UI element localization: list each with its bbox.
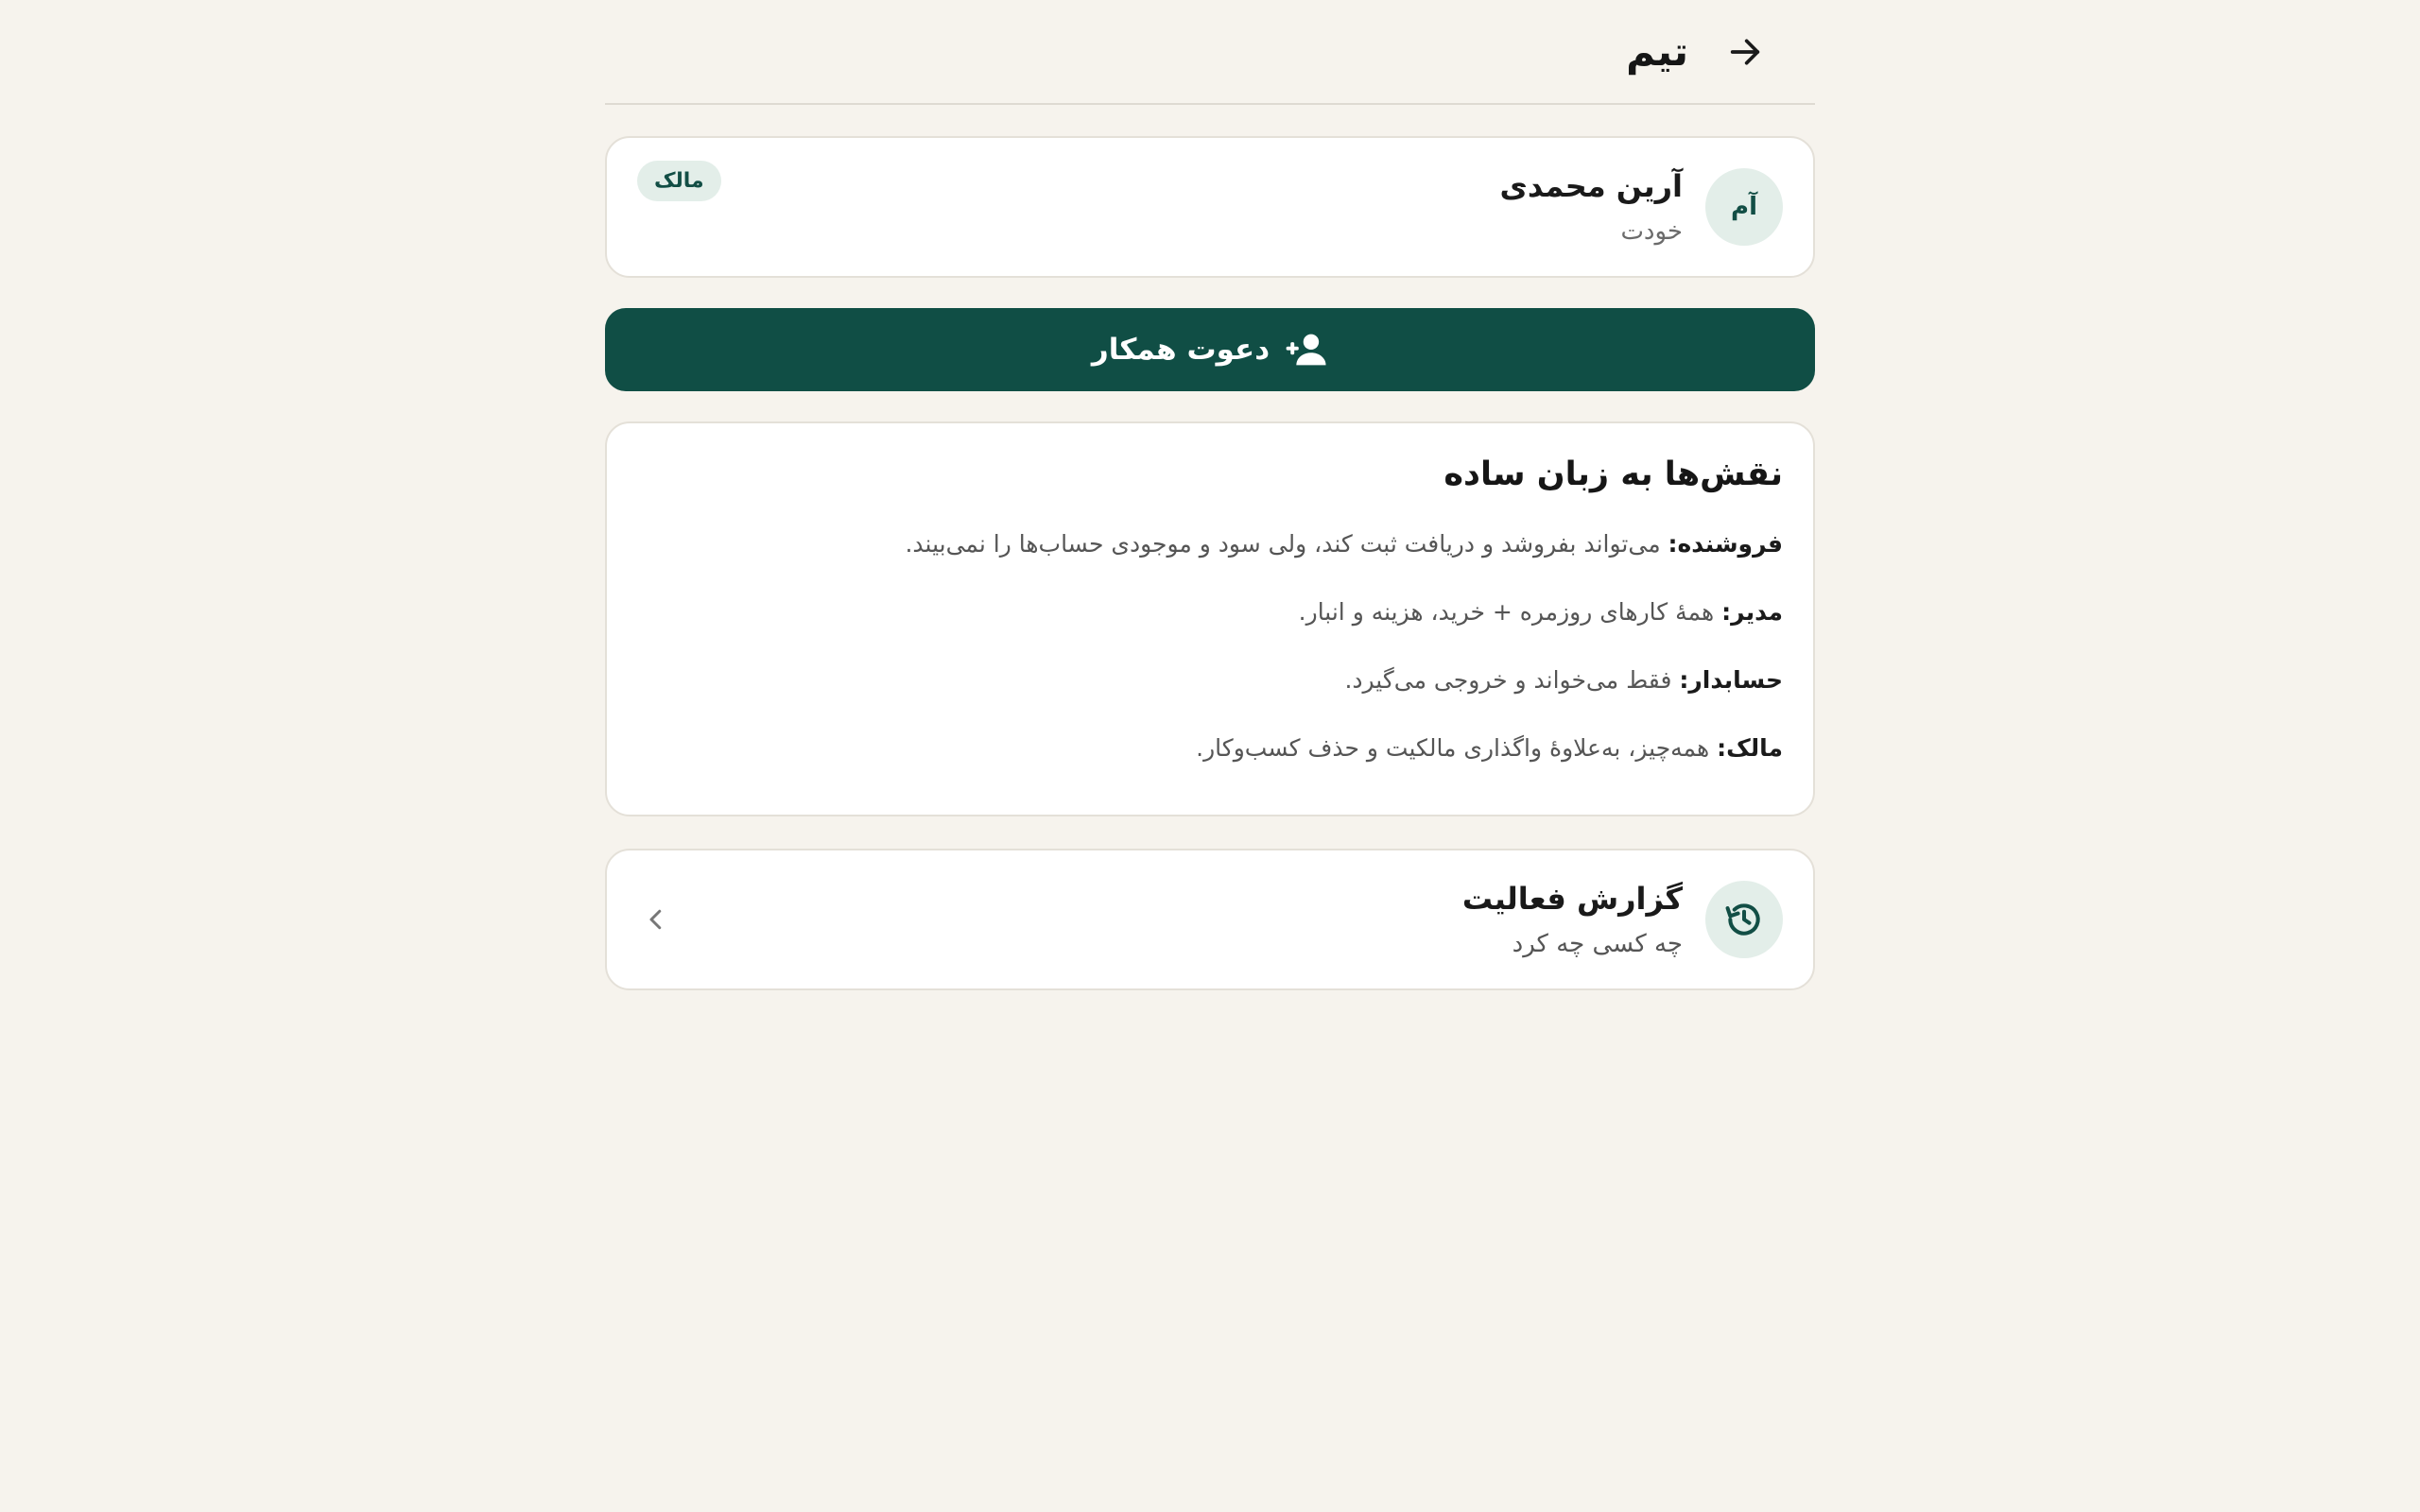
page-title: تیم	[1626, 28, 1688, 75]
activity-icon-circle	[1705, 881, 1783, 958]
activity-subtitle: چه کسی چه کرد	[1512, 930, 1683, 958]
role-item-seller	[637, 525, 1783, 593]
roles-card	[605, 421, 1815, 816]
role-description: همه‌چیز، به‌علاوهٔ واگذاری مالکیت و حذف کسب‌وکار.	[1196, 734, 1718, 762]
team-page	[605, 0, 1815, 990]
role-description: همهٔ کارهای روزمره + خرید، هزینه و انبار.	[1298, 598, 1722, 626]
member-subtitle: خودت	[1620, 217, 1683, 246]
member-name: آرین محمدی	[1499, 168, 1683, 204]
activity-log-card[interactable]	[605, 849, 1815, 990]
role-name: مالک:	[1717, 734, 1783, 762]
chevron-left-icon	[637, 901, 675, 938]
member-card[interactable]	[605, 136, 1815, 278]
role-item-accountant	[637, 662, 1783, 730]
role-name: فروشنده:	[1668, 530, 1783, 558]
avatar: آم	[1705, 168, 1783, 246]
invite-colleague-button[interactable]	[605, 308, 1815, 391]
page-header	[605, 0, 1815, 105]
arrow-right-icon	[1726, 33, 1764, 71]
role-item-manager	[637, 593, 1783, 662]
role-description: فقط می‌خواند و خروجی می‌گیرد.	[1344, 666, 1680, 694]
member-info	[1500, 168, 1683, 246]
activity-info	[675, 881, 1683, 958]
role-item-owner	[637, 730, 1783, 798]
roles-title: نقش‌ها به زبان ساده	[1443, 455, 1783, 493]
back-button[interactable]	[1722, 29, 1768, 75]
invite-label: دعوت همکار	[1091, 333, 1270, 367]
person-add-icon	[1285, 331, 1328, 369]
role-description: می‌تواند بفروشد و دریافت ثبت کند، ولی سود و موجودی حساب‌ها را نمی‌بیند.	[905, 530, 1668, 558]
role-name: حسابدار:	[1679, 666, 1783, 694]
activity-title: گزارش فعالیت	[1461, 881, 1683, 917]
history-icon	[1723, 899, 1765, 940]
role-name: مدیر:	[1721, 598, 1783, 626]
role-badge: مالک	[637, 161, 721, 201]
